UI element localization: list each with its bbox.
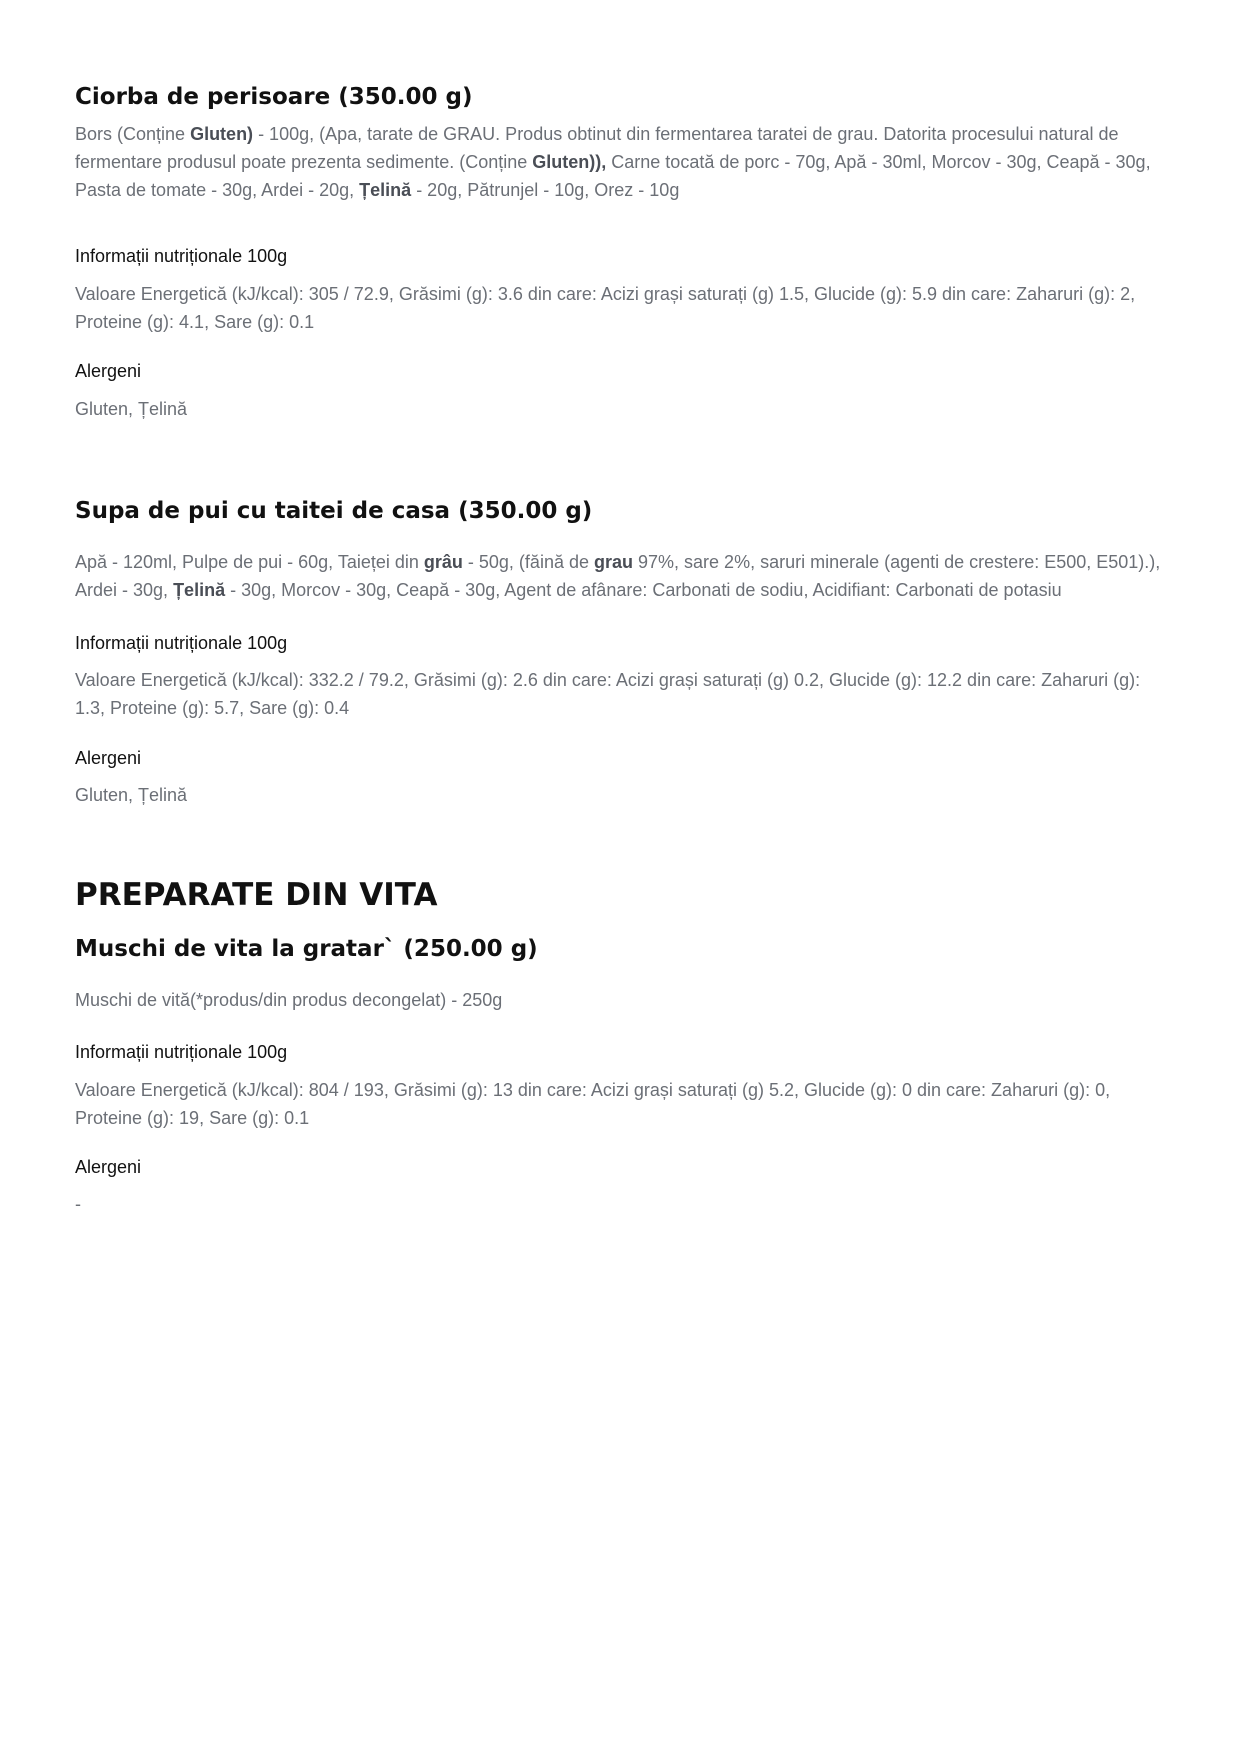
allergen-highlight: Țelină xyxy=(359,180,412,200)
allergens-values: Gluten, Țelină xyxy=(75,399,188,419)
allergen-highlight: grâu xyxy=(423,552,463,572)
dish-ingredients xyxy=(75,120,1170,204)
dish-ingredients xyxy=(75,986,1170,1014)
nutrition-values: Valoare Energetică (kJ/kcal): 804 / 193, Grăsimi (g): 13 din care: Acizi grași saturați (g) 5.2, Glucide (g): 0 din care: Zaharuri (g): 0, Proteine (g): 19, Sare (g): 0.1 xyxy=(75,1080,1111,1128)
ingredient-text: - 100g, (Apa, tarate de GRAU. Produs obtinut din fermentarea taratei de grau. Datorita procesului natural de fermentare produsul poate prezenta sedimente. (Conține xyxy=(75,124,1119,172)
ingredient-text: - 50g, (făină de xyxy=(462,552,594,572)
allergens-values: - xyxy=(75,1194,81,1214)
section-title: PREPARATE DIN VITA xyxy=(75,877,438,913)
ingredient-text: Bors (Conține xyxy=(75,124,191,144)
allergens-values: Gluten, Țelină xyxy=(75,785,188,805)
dish-title: Ciorba de perisoare (350.00 g) xyxy=(75,84,473,110)
ingredient-text: Apă - 120ml, Pulpe de pui - 60g, Taieței din xyxy=(75,552,424,572)
nutrition-label: Informații nutriționale 100g xyxy=(75,633,288,653)
allergen-highlight: Gluten) xyxy=(190,124,254,144)
allergens-label: Alergeni xyxy=(75,361,142,381)
allergens-label: Alergeni xyxy=(75,748,142,768)
ingredient-text: 97%, sare 2%, saruri minerale (agenti de crestere: E500, E501).), Ardei - 30g, xyxy=(75,552,1161,600)
allergen-highlight: Gluten)), xyxy=(532,152,607,172)
ingredient-text: Carne tocată de porc - 70g, Apă - 30ml, Morcov - 30g, Ceapă - 30g, Pasta de tomate - 30g, Ardei - 20g, xyxy=(75,152,1151,200)
allergen-highlight: Țelină xyxy=(173,580,226,600)
dish-ingredients xyxy=(75,548,1170,604)
allergen-highlight: grau xyxy=(594,552,634,572)
ingredient-text: Muschi de vită(*produs/din produs decongelat) - 250g xyxy=(75,990,503,1010)
dish-title: Muschi de vita la gratar` (250.00 g) xyxy=(75,936,538,962)
allergens-label: Alergeni xyxy=(75,1157,142,1177)
nutrition-values: Valoare Energetică (kJ/kcal): 332.2 / 79.2, Grăsimi (g): 2.6 din care: Acizi grași saturați (g) 0.2, Glucide (g): 12.2 din care: Zaharuri (g): 1.3, Proteine (g): 5.7, Sare (g): 0.4 xyxy=(75,670,1141,718)
nutrition-values: Valoare Energetică (kJ/kcal): 305 / 72.9, Grăsimi (g): 3.6 din care: Acizi grași saturați (g) 1.5, Glucide (g): 5.9 din care: Zaharuri (g): 2, Proteine (g): 4.1, Sare (g): 0.1 xyxy=(75,284,1136,332)
dish-title: Supa de pui cu taitei de casa (350.00 g) xyxy=(75,498,593,524)
nutrition-label: Informații nutriționale 100g xyxy=(75,1042,288,1062)
ingredient-text: - 20g, Pătrunjel - 10g, Orez - 10g xyxy=(411,180,680,200)
ingredient-text: - 30g, Morcov - 30g, Ceapă - 30g, Agent de afânare: Carbonati de sodiu, Acidifiant: Carbonati de potasiu xyxy=(225,580,1062,600)
nutrition-label: Informații nutriționale 100g xyxy=(75,246,288,266)
